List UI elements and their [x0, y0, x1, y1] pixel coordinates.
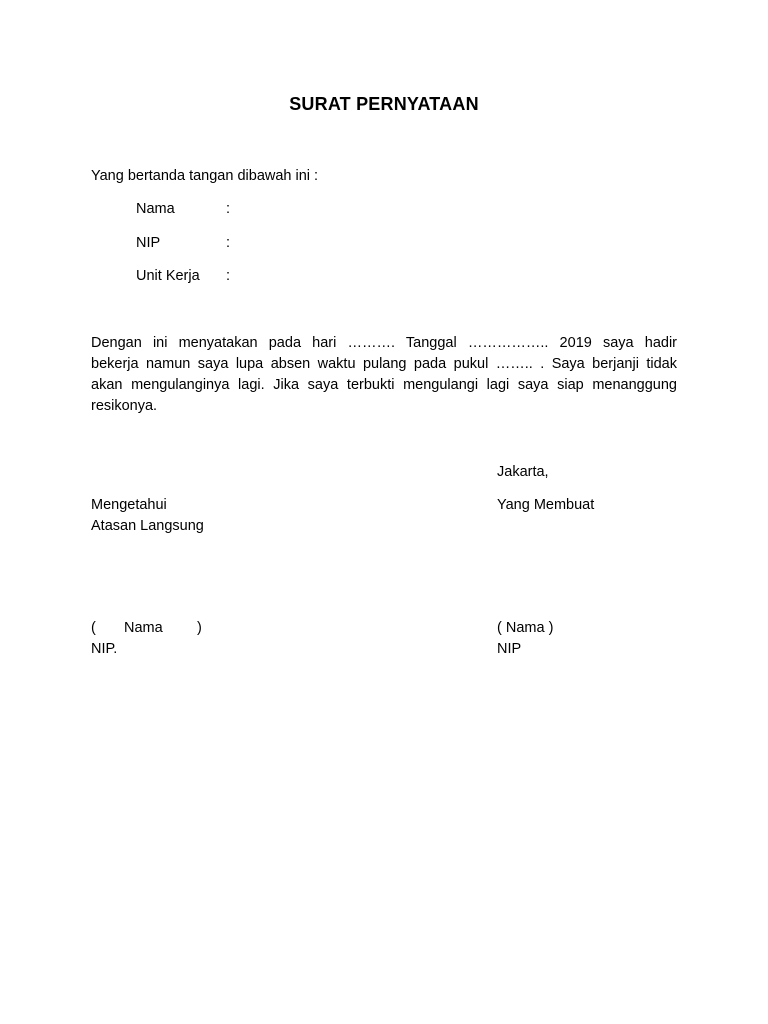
acknowledged-label: Mengetahui [91, 497, 167, 513]
intro-text: Yang bertanda tangan dibawah ini : [91, 168, 319, 184]
field-colon-unit-kerja: : [226, 268, 231, 284]
field-label-nip: NIP [136, 235, 161, 251]
author-signature-name: ( Nama ) [497, 620, 554, 636]
field-label-unit-kerja: Unit Kerja [136, 268, 200, 284]
supervisor-signature-name: Nama [124, 620, 163, 636]
supervisor-signature-close-paren: ) [197, 620, 202, 636]
statement-line: akan mengulanginya lagi. Jika saya terbukti mengulangi lagi saya siap menanggung [91, 377, 677, 393]
place-text: Jakarta, [497, 464, 549, 480]
supervisor-signature-open-paren: ( [91, 620, 96, 636]
field-colon-nama: : [226, 201, 231, 217]
author-nip: NIP [497, 641, 522, 657]
statement-line: Dengan ini menyatakan pada hari ………. Tanggal …………….. 2019 saya hadir [91, 335, 677, 351]
statement-line: bekerja namun saya lupa absen waktu pulang pada pukul …….. . Saya berjanji tidak [91, 356, 677, 372]
author-label: Yang Membuat [497, 497, 595, 513]
field-label-nama: Nama [136, 201, 175, 217]
statement-line: resikonya. [91, 398, 158, 414]
field-colon-nip: : [226, 235, 231, 251]
supervisor-label: Atasan Langsung [91, 518, 204, 534]
statement-paragraph [91, 333, 677, 417]
document-title: SURAT PERNYATAAN [289, 94, 479, 114]
supervisor-nip: NIP. [91, 641, 118, 657]
